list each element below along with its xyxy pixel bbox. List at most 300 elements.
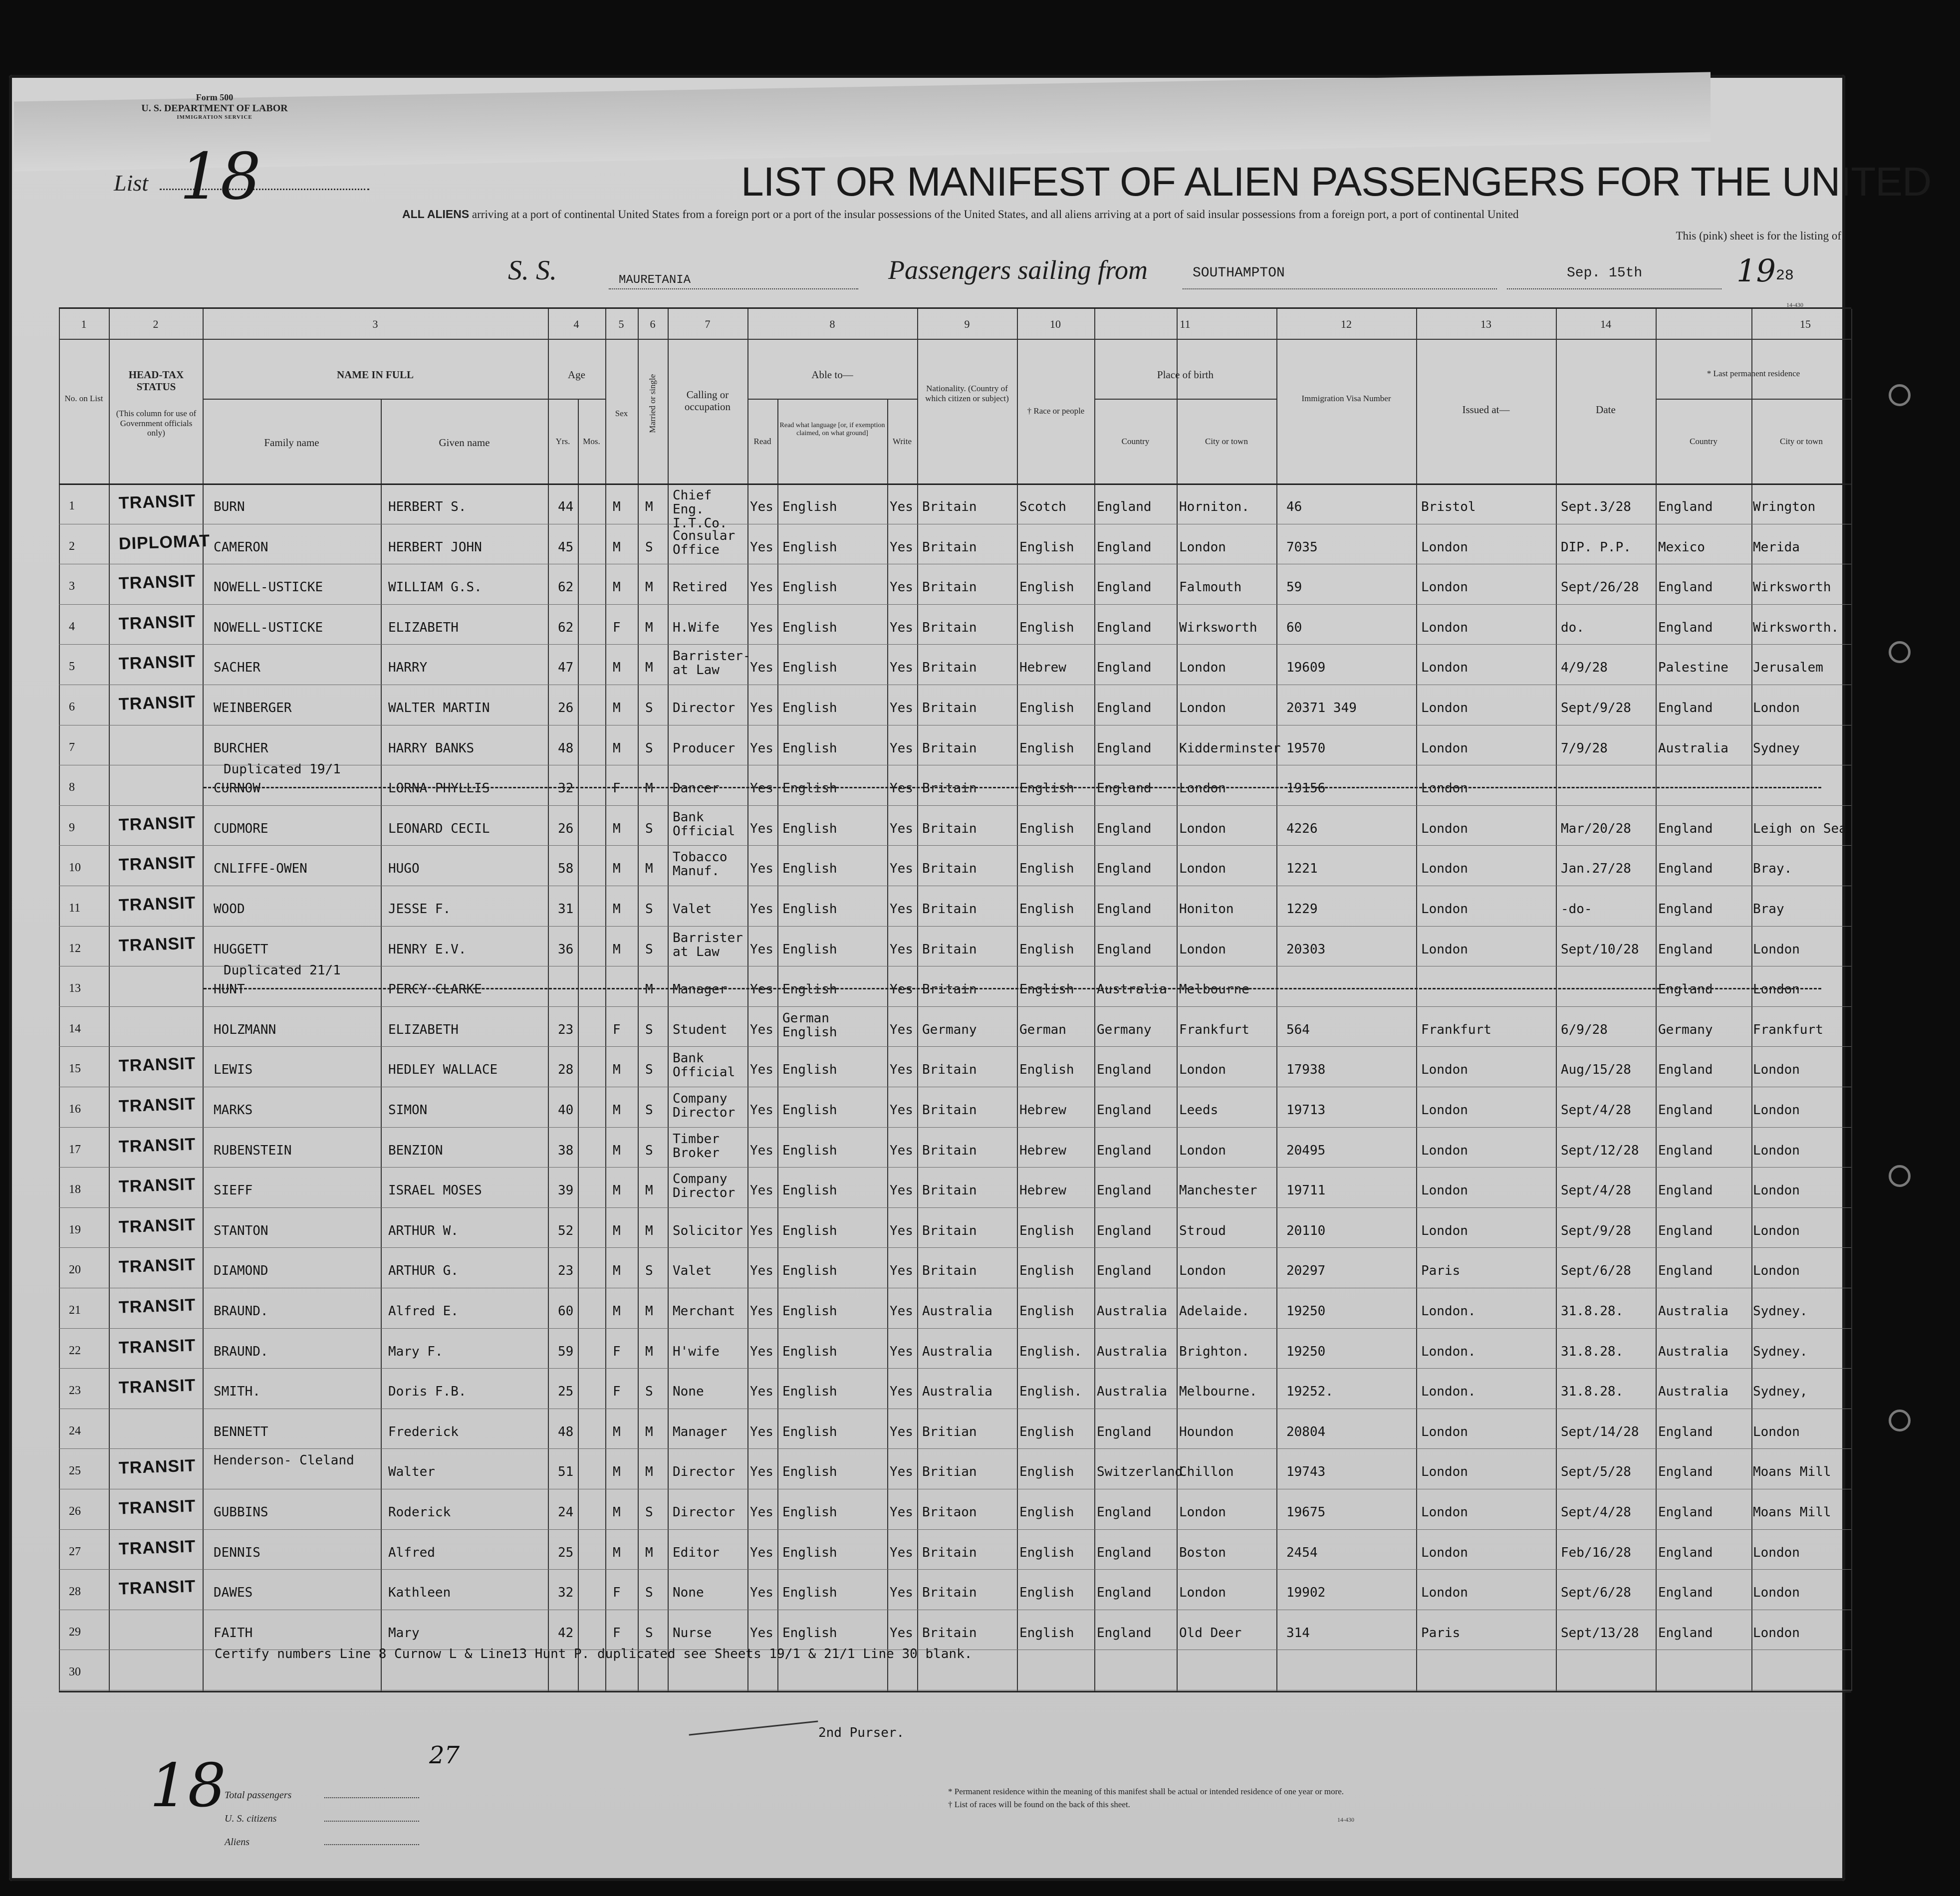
family-name: WOOD [214, 902, 245, 917]
birth-country: Australia [1097, 1384, 1167, 1400]
line-number: 26 [69, 1505, 81, 1518]
sex: M [613, 1263, 621, 1279]
given-name: BENZION [388, 1143, 443, 1158]
header-calling: Calling or occupation [684, 389, 731, 413]
family-name: CAMERON [214, 539, 268, 555]
residence-city: London [1753, 1625, 1800, 1641]
issued-at: London [1421, 1585, 1468, 1601]
visa-date: Jan.27/28 [1561, 861, 1631, 877]
birth-country: England [1097, 1062, 1152, 1078]
birth-city: Horniton. [1179, 499, 1249, 514]
family-name: SIEFF [214, 1183, 253, 1198]
age-years: 60 [558, 1304, 574, 1319]
head-tax-status: TRANSIT [118, 1456, 196, 1478]
duplicate-note: Duplicated 21/1 [224, 963, 341, 978]
residence-city: London [1753, 1223, 1800, 1238]
sex: M [613, 1143, 621, 1158]
sex: M [613, 1545, 621, 1560]
visa-date: 31.8.28. [1561, 1384, 1624, 1400]
footnotes [948, 1785, 1344, 1811]
can-read: Yes [750, 1625, 773, 1641]
birth-city: London [1179, 660, 1226, 676]
nationality: Australia [922, 1384, 992, 1400]
marital-status: M [645, 1344, 653, 1359]
can-read: Yes [750, 902, 773, 917]
sex: M [613, 1183, 621, 1198]
race: English [1019, 1424, 1074, 1439]
given-name: ARTHUR W. [388, 1223, 459, 1238]
sex: M [613, 539, 621, 555]
can-write: Yes [890, 1183, 913, 1198]
birth-city: London [1179, 1505, 1226, 1520]
given-name: HEDLEY WALLACE [388, 1062, 498, 1078]
race: English [1019, 781, 1074, 796]
header-visa: Immigration Visa Number [1301, 394, 1391, 403]
residence-city: Sydney. [1753, 1304, 1808, 1319]
language: English [782, 821, 837, 836]
nationality: Britian [922, 1464, 977, 1480]
line-number: 23 [69, 1384, 81, 1398]
age-years: 47 [558, 660, 574, 676]
sex: M [613, 821, 621, 836]
race: English [1019, 942, 1074, 957]
family-name: BENNETT [214, 1424, 268, 1439]
birth-country: England [1097, 580, 1152, 595]
line-number: 1 [69, 499, 75, 512]
language: English [782, 740, 837, 756]
birth-city: Manchester [1179, 1183, 1257, 1198]
can-read: Yes [750, 1585, 773, 1601]
can-write: Yes [890, 982, 913, 997]
family-name: BRAUND. [214, 1344, 268, 1359]
birth-country: England [1097, 1505, 1152, 1520]
nationality: Britain [922, 1103, 977, 1118]
line-number: 6 [69, 701, 75, 713]
list-label: List [114, 170, 149, 196]
race: German [1019, 1022, 1066, 1037]
language: English [782, 942, 837, 957]
nationality: Britain [922, 580, 977, 595]
birth-country: Australia [1097, 1304, 1167, 1319]
birth-city: Old Deer [1179, 1625, 1242, 1641]
visa-date: do. [1561, 620, 1584, 635]
birth-city: Melbourne [1179, 982, 1249, 997]
occupation: Company Director [673, 1172, 735, 1201]
can-read: Yes [750, 1304, 773, 1319]
totals-block [225, 1784, 419, 1854]
can-write: Yes [890, 1022, 913, 1037]
table-row [59, 644, 1851, 684]
sex: M [613, 1103, 621, 1118]
birth-city: Brighton. [1179, 1344, 1249, 1359]
can-write: Yes [890, 701, 913, 715]
marital-status: M [645, 580, 653, 595]
manifest-table [59, 307, 1851, 1692]
language: English [782, 1223, 837, 1238]
issued-at: London. [1421, 1384, 1476, 1400]
issued-at: London [1421, 539, 1468, 555]
table-row [59, 926, 1851, 966]
language: English [782, 580, 837, 595]
family-name: BURCHER [214, 740, 268, 756]
sex: F [613, 1585, 621, 1601]
issued-at: Paris [1421, 1625, 1461, 1641]
column-number: 2 [153, 318, 159, 330]
visa-number: 314 [1286, 1625, 1310, 1641]
given-name: ISRAEL MOSES [388, 1183, 482, 1198]
line-number: 12 [69, 942, 81, 955]
nationality: Britain [922, 1263, 977, 1279]
issued-at: London [1421, 1464, 1468, 1480]
header-res-country: Country [1690, 437, 1717, 446]
residence-country: England [1658, 821, 1713, 836]
marital-status: S [645, 902, 653, 917]
language: English [782, 1384, 837, 1400]
nationality: Britain [922, 740, 977, 756]
column-number-rule [59, 339, 1851, 340]
issued-at: London [1421, 1545, 1468, 1560]
header-mos: Mos. [583, 437, 600, 446]
head-tax-status: TRANSIT [118, 1054, 196, 1076]
family-name: DAWES [214, 1585, 253, 1601]
family-name: GUBBINS [214, 1505, 268, 1520]
sex: M [613, 660, 621, 676]
given-name: Mary [388, 1625, 420, 1641]
can-read: Yes [750, 781, 773, 796]
can-write: Yes [890, 1143, 913, 1158]
paper-edge [14, 72, 1711, 171]
given-name: LORNA PHYLLIS [388, 781, 490, 796]
residence-city: London [1753, 1263, 1800, 1279]
language: English [782, 781, 837, 796]
given-name: HARRY [388, 660, 428, 676]
table-row [59, 805, 1851, 845]
head-tax-status: TRANSIT [118, 1536, 196, 1559]
date-line [1507, 288, 1721, 289]
purser-title: 2nd Purser. [818, 1725, 905, 1740]
marital-status: M [645, 861, 653, 877]
handwritten-total-count: 27 [429, 1741, 460, 1769]
nationality: Britain [922, 902, 977, 917]
language: English [782, 1263, 837, 1279]
birth-country: England [1097, 1143, 1152, 1158]
year-prefix-text: 19 [1736, 252, 1776, 289]
visa-date: 6/9/28 [1561, 1022, 1608, 1037]
given-name: HENRY E.V. [388, 942, 467, 957]
can-read: Yes [750, 982, 773, 997]
family-name: CUDMORE [214, 821, 268, 836]
residence-city: Wrington [1753, 499, 1816, 514]
punch-hole [1889, 1165, 1911, 1187]
sex: F [613, 1625, 621, 1641]
can-read: Yes [750, 1263, 773, 1279]
nationality: Britain [922, 982, 977, 997]
race: English [1019, 861, 1074, 877]
header-married: Married or single [648, 374, 658, 433]
marital-status: S [645, 1143, 653, 1158]
nationality: Britain [922, 1545, 977, 1560]
age-years: 31 [558, 902, 574, 917]
family-name: NOWELL-USTICKE [214, 580, 323, 595]
age-years: 28 [558, 1062, 574, 1078]
sex: M [613, 1505, 621, 1520]
ship-line [609, 288, 858, 289]
visa-number: 19743 [1286, 1464, 1326, 1480]
visa-date: Sept/6/28 [1561, 1263, 1631, 1279]
birth-city: Leeds [1179, 1103, 1219, 1118]
birth-city: London [1179, 701, 1226, 715]
birth-city: Boston [1179, 1545, 1226, 1560]
sex: M [613, 1223, 621, 1238]
line-number: 14 [69, 1022, 81, 1035]
header-last-residence: * Last permanent residence [1707, 369, 1800, 378]
family-name: WEINBERGER [214, 701, 292, 715]
can-write: Yes [890, 1223, 913, 1238]
residence-city: Bray [1753, 902, 1784, 917]
residence-country: England [1658, 982, 1713, 997]
age-years: 36 [558, 942, 574, 957]
marital-status: S [645, 1263, 653, 1279]
line-number: 20 [69, 1263, 81, 1277]
head-tax-status: TRANSIT [118, 571, 196, 593]
can-read: Yes [750, 1505, 773, 1520]
age-years: 48 [558, 740, 574, 756]
race: English [1019, 620, 1074, 635]
age-years: 32 [558, 1585, 574, 1601]
can-read: Yes [750, 942, 773, 957]
head-tax-status: TRANSIT [118, 1215, 196, 1237]
line-number: 7 [69, 740, 75, 754]
race: English [1019, 1062, 1074, 1078]
occupation: Valet [673, 902, 712, 917]
visa-number: 60 [1286, 620, 1302, 635]
visa-number: 2454 [1286, 1545, 1318, 1560]
marital-status: M [645, 781, 653, 796]
issued-at: London [1421, 1183, 1468, 1198]
occupation: Dancer [673, 781, 720, 796]
table-row [59, 483, 1851, 531]
header-age: Age [568, 369, 585, 381]
nationality: Britian [922, 1424, 977, 1439]
sex: M [613, 740, 621, 756]
marital-status: S [645, 1062, 653, 1078]
line-number: 22 [69, 1344, 81, 1357]
head-tax-status: TRANSIT [118, 1496, 196, 1518]
nationality: Britain [922, 1625, 977, 1641]
column-number: 4 [573, 318, 579, 330]
occupation: Company Director [673, 1091, 735, 1120]
occupation: Barrister at Law [673, 930, 743, 959]
header-head-tax: HEAD-TAX STATUS [128, 369, 184, 393]
given-name: Frederick [388, 1424, 459, 1439]
list-number: 18 [180, 140, 261, 214]
race: Scotch [1019, 499, 1066, 514]
residence-city: Merida [1753, 539, 1800, 555]
birth-country: England [1097, 902, 1152, 917]
nationality: Britain [922, 539, 977, 555]
table-row [59, 1127, 1851, 1167]
age-years: 25 [558, 1384, 574, 1400]
birth-country: England [1097, 942, 1152, 957]
issued-at: London [1421, 740, 1468, 756]
given-name: Roderick [388, 1505, 451, 1520]
language: English [782, 499, 837, 514]
table-row [59, 1328, 1851, 1368]
head-tax-status: TRANSIT [118, 652, 196, 674]
given-name: HUGO [388, 861, 420, 877]
can-write: Yes [890, 1424, 913, 1439]
nationality: Britain [922, 1223, 977, 1238]
nationality: Australia [922, 1304, 992, 1319]
given-name: WILLIAM G.S. [388, 580, 482, 595]
line-number: 4 [69, 620, 75, 633]
issued-at: London [1421, 821, 1468, 836]
language: English [782, 861, 837, 877]
residence-country: England [1658, 1625, 1713, 1641]
line-number: 24 [69, 1424, 81, 1437]
nationality: Britain [922, 1062, 977, 1078]
us-citizens-line [324, 1821, 419, 1822]
birth-city: Honiton [1179, 902, 1234, 917]
sex: F [613, 1384, 621, 1400]
age-years: 32 [558, 781, 574, 796]
occupation: Merchant [673, 1304, 735, 1319]
birth-city: London [1179, 539, 1226, 555]
can-read: Yes [750, 740, 773, 756]
footer-form-code: 14-430 [1337, 1816, 1354, 1823]
occupation: Editor [673, 1545, 720, 1560]
birth-city: London [1179, 942, 1226, 957]
family-name: CNLIFFE-OWEN [214, 861, 307, 877]
visa-number: 19250 [1286, 1304, 1326, 1319]
line-number: 10 [69, 861, 81, 875]
residence-country: England [1658, 1062, 1713, 1078]
language: English [782, 1625, 837, 1641]
family-name: SACHER [214, 660, 260, 676]
can-read: Yes [750, 1223, 773, 1238]
birth-city: Frankfurt [1179, 1022, 1249, 1037]
language: English [782, 1424, 837, 1439]
issued-at: London [1421, 942, 1468, 957]
residence-country: Australia [1658, 1344, 1728, 1359]
can-read: Yes [750, 1143, 773, 1158]
marital-status: S [645, 942, 653, 957]
issued-at: London [1421, 580, 1468, 595]
visa-number: 20371 349 [1286, 701, 1357, 715]
line-number: 19 [69, 1223, 81, 1236]
occupation: Director [673, 701, 735, 715]
table-row [59, 845, 1851, 885]
age-years: 39 [558, 1183, 574, 1198]
sailing-label: Passengers sailing from [888, 255, 1148, 285]
header-read-lang: Read what language [or, if exemption claimed, on what ground] [779, 422, 885, 438]
race: English [1019, 1223, 1074, 1238]
visa-number: 19902 [1286, 1585, 1326, 1601]
table-row [59, 1368, 1851, 1408]
residence-country: Australia [1658, 1384, 1728, 1400]
can-write: Yes [890, 942, 913, 957]
head-tax-status: TRANSIT [118, 893, 196, 915]
occupation: Director [673, 1464, 735, 1480]
nationality: Britain [922, 1585, 977, 1601]
birth-country: England [1097, 1223, 1152, 1238]
head-tax-status: TRANSIT [118, 933, 196, 955]
table-row [59, 886, 1851, 926]
birth-country: Australia [1097, 1344, 1167, 1359]
can-write: Yes [890, 1625, 913, 1641]
line-number: 18 [69, 1183, 81, 1196]
family-name: Henderson- Cleland [214, 1453, 354, 1468]
issued-at: London [1421, 1424, 1468, 1439]
subheader-rule [747, 399, 917, 400]
header-read: Read [753, 437, 771, 446]
visa-number: 1229 [1286, 902, 1318, 917]
visa-date: Sept/4/28 [1561, 1505, 1631, 1520]
handwritten-list-mark: 18 [150, 1751, 226, 1821]
language: English [782, 1103, 837, 1118]
can-read: Yes [750, 1103, 773, 1118]
visa-date: Sept/4/28 [1561, 1103, 1631, 1118]
issued-at: Paris [1421, 1263, 1461, 1279]
residence-country: England [1658, 1183, 1713, 1198]
given-name: ARTHUR G. [388, 1263, 459, 1279]
sex: F [613, 620, 621, 635]
visa-number: 19252. [1286, 1384, 1333, 1400]
visa-date: -do- [1561, 902, 1592, 917]
race: English [1019, 1464, 1074, 1480]
column-number: 11 [1180, 318, 1191, 330]
given-name: ELIZABETH [388, 620, 459, 635]
birth-country: England [1097, 861, 1152, 877]
family-name: SMITH. [214, 1384, 260, 1400]
language: English [782, 1585, 837, 1601]
can-write: Yes [890, 902, 913, 917]
residence-country: England [1658, 1424, 1713, 1439]
birth-city: London [1179, 781, 1226, 796]
family-name: BURN [214, 499, 245, 514]
residence-city: Jerusalem [1753, 660, 1823, 676]
marital-status: S [645, 701, 653, 715]
race: English [1019, 740, 1074, 756]
sex: M [613, 1424, 621, 1439]
residence-city: London [1753, 701, 1800, 715]
given-name: Kathleen [388, 1585, 451, 1601]
language: English [782, 902, 837, 917]
head-tax-status: TRANSIT [118, 1094, 196, 1116]
residence-city: London [1753, 1103, 1800, 1118]
residence-city: Moans Mill [1753, 1464, 1831, 1480]
birth-country: England [1097, 1424, 1152, 1439]
race: English [1019, 821, 1074, 836]
birth-country: England [1097, 701, 1152, 715]
residence-country: Palestine [1658, 660, 1728, 676]
language: English [782, 1183, 837, 1198]
line-number: 13 [69, 982, 81, 995]
sex: M [613, 701, 621, 715]
head-tax-status: TRANSIT [118, 853, 196, 875]
can-read: Yes [750, 1424, 773, 1439]
residence-city: London [1753, 982, 1800, 997]
aliens-label: Aliens [225, 1837, 249, 1848]
year-prefix [1736, 252, 1794, 289]
residence-city: Frankfurt [1753, 1022, 1823, 1037]
table-row [59, 1409, 1851, 1448]
birth-city: Stroud [1179, 1223, 1226, 1238]
table-row [59, 1610, 1851, 1650]
family-name: HUGGETT [214, 942, 268, 957]
can-write: Yes [890, 620, 913, 635]
aliens-line [324, 1844, 419, 1845]
